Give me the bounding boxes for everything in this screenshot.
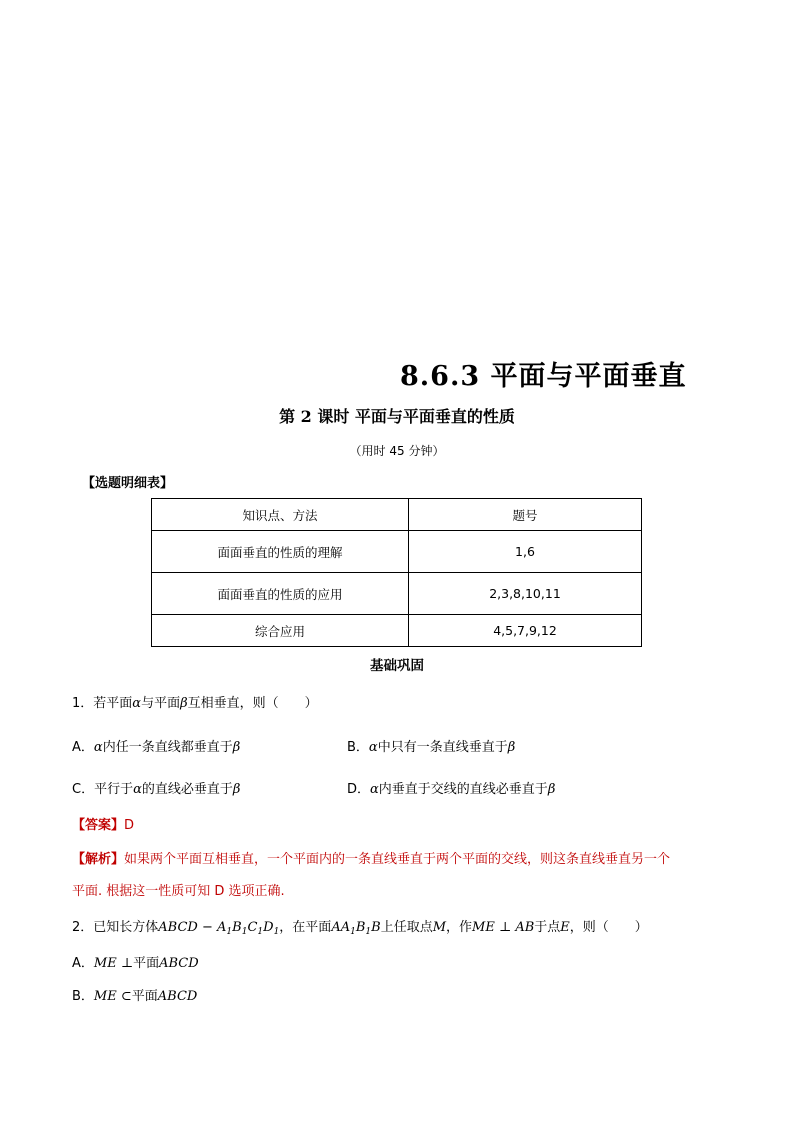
q1-stem-text: 与平面 xyxy=(141,696,181,711)
section-heading: 基础巩固 xyxy=(370,658,424,674)
table-header-cell: 知识点、方法 xyxy=(152,499,409,531)
math-var: C xyxy=(247,920,258,935)
math-expr: ABCD xyxy=(159,956,199,971)
table-row xyxy=(152,531,642,573)
q2-stem-text: 2．已知长方体 xyxy=(72,920,159,935)
alpha-symbol: α xyxy=(368,740,378,755)
q1-option-d xyxy=(347,778,555,797)
time-note: （用时 45 分钟） xyxy=(349,444,445,458)
table-cell: 2,3,8,10,11 xyxy=(409,573,642,615)
table-cell: 面面垂直的性质的理解 xyxy=(152,531,409,573)
math-var: D xyxy=(263,920,274,935)
q1-option-a xyxy=(72,736,240,755)
option-label: B． xyxy=(72,989,94,1004)
math-var: M xyxy=(432,920,447,935)
math-var: B xyxy=(371,920,381,935)
q1-answer xyxy=(72,814,134,833)
option-label: C．平行于 xyxy=(72,782,134,797)
option-label: D． xyxy=(347,782,371,797)
option-text: 中只有一条直线垂直于 xyxy=(377,740,508,755)
table-row xyxy=(152,615,642,647)
math-var: A xyxy=(217,920,227,935)
q2-stem-text: 于点 xyxy=(534,920,561,935)
math-subscript: 1 xyxy=(241,927,248,937)
option-text: 内垂直于交线的直线必垂直于 xyxy=(378,782,548,797)
answer-value: D xyxy=(124,818,135,833)
beta-symbol: β xyxy=(232,782,241,797)
option-label: A． xyxy=(72,740,94,755)
q2-stem-text: ，在平面 xyxy=(279,920,332,935)
math-var: E xyxy=(560,920,570,935)
q2-stem-text: ，则（ ） xyxy=(569,920,648,935)
q2-stem xyxy=(72,916,648,937)
math-subscript: 1 xyxy=(257,927,264,937)
math-expr: ABCD xyxy=(157,989,198,1004)
lesson-subtitle: 第 2 课时 平面与平面垂直的性质 xyxy=(279,407,515,426)
q2-stem-text: 上任取点 xyxy=(380,920,433,935)
beta-symbol: β xyxy=(180,696,188,711)
math-subscript: 1 xyxy=(365,927,372,937)
table-heading: 【选题明细表】 xyxy=(82,476,174,491)
math-var: B xyxy=(232,920,242,935)
option-text: 内任一条直线都垂直于 xyxy=(102,740,233,755)
beta-symbol: β xyxy=(507,740,516,755)
analysis-text: 如果两个平面互相垂直，一个平面内的一条直线垂直于两个平面的交线，则这条直线垂直另一个 xyxy=(124,852,671,867)
math-subscript: 1 xyxy=(273,927,280,937)
option-label: B． xyxy=(347,740,369,755)
option-text: 平面 xyxy=(131,989,158,1004)
option-label: A． xyxy=(72,956,94,971)
math-subscript: 1 xyxy=(226,927,233,937)
option-text: 平面 xyxy=(133,956,160,971)
math-var: AA xyxy=(331,920,351,935)
q1-stem-text: 互相垂直，则（ ） xyxy=(187,696,318,711)
alpha-symbol: α xyxy=(133,782,142,797)
q2-option-a xyxy=(72,952,199,971)
math-operator: − xyxy=(197,920,218,935)
q2-option-b xyxy=(72,985,197,1004)
page-title: 8.6.3 平面与平面垂直 xyxy=(400,361,687,392)
math-var: B xyxy=(355,920,366,935)
answer-tag: 【答案】 xyxy=(72,818,125,833)
alpha-symbol: α xyxy=(93,740,103,755)
math-expr: ME ⊂ xyxy=(93,989,132,1004)
table-header-row xyxy=(152,499,642,531)
q1-option-b xyxy=(347,736,515,755)
option-text: 的直线必垂直于 xyxy=(141,782,233,797)
math-subscript: 1 xyxy=(350,927,356,937)
alpha-symbol: α xyxy=(370,782,379,797)
alpha-symbol: α xyxy=(132,696,142,711)
table-cell: 面面垂直的性质的应用 xyxy=(152,573,409,615)
q2-stem-text: ，作 xyxy=(446,920,473,935)
q1-option-c xyxy=(72,778,240,797)
math-expr: ABCD xyxy=(158,920,198,935)
q1-analysis xyxy=(72,848,670,867)
table-header-cell: 题号 xyxy=(409,499,642,531)
analysis-tag: 【解析】 xyxy=(72,852,125,867)
table-cell: 综合应用 xyxy=(152,615,409,647)
topic-table xyxy=(151,498,642,647)
table-cell: 4,5,7,9,12 xyxy=(409,615,642,647)
q1-stem xyxy=(72,692,318,711)
beta-symbol: β xyxy=(232,740,241,755)
math-expr: ME ⊥ AB xyxy=(472,920,535,935)
q1-analysis-cont: 平面. 根据这一性质可知 D 选项正确. xyxy=(72,884,285,899)
beta-symbol: β xyxy=(547,782,556,797)
table-row xyxy=(152,573,642,615)
q1-stem-text: 1．若平面 xyxy=(72,696,133,711)
math-expr: ME ⊥ xyxy=(93,956,134,971)
table-cell: 1,6 xyxy=(409,531,642,573)
